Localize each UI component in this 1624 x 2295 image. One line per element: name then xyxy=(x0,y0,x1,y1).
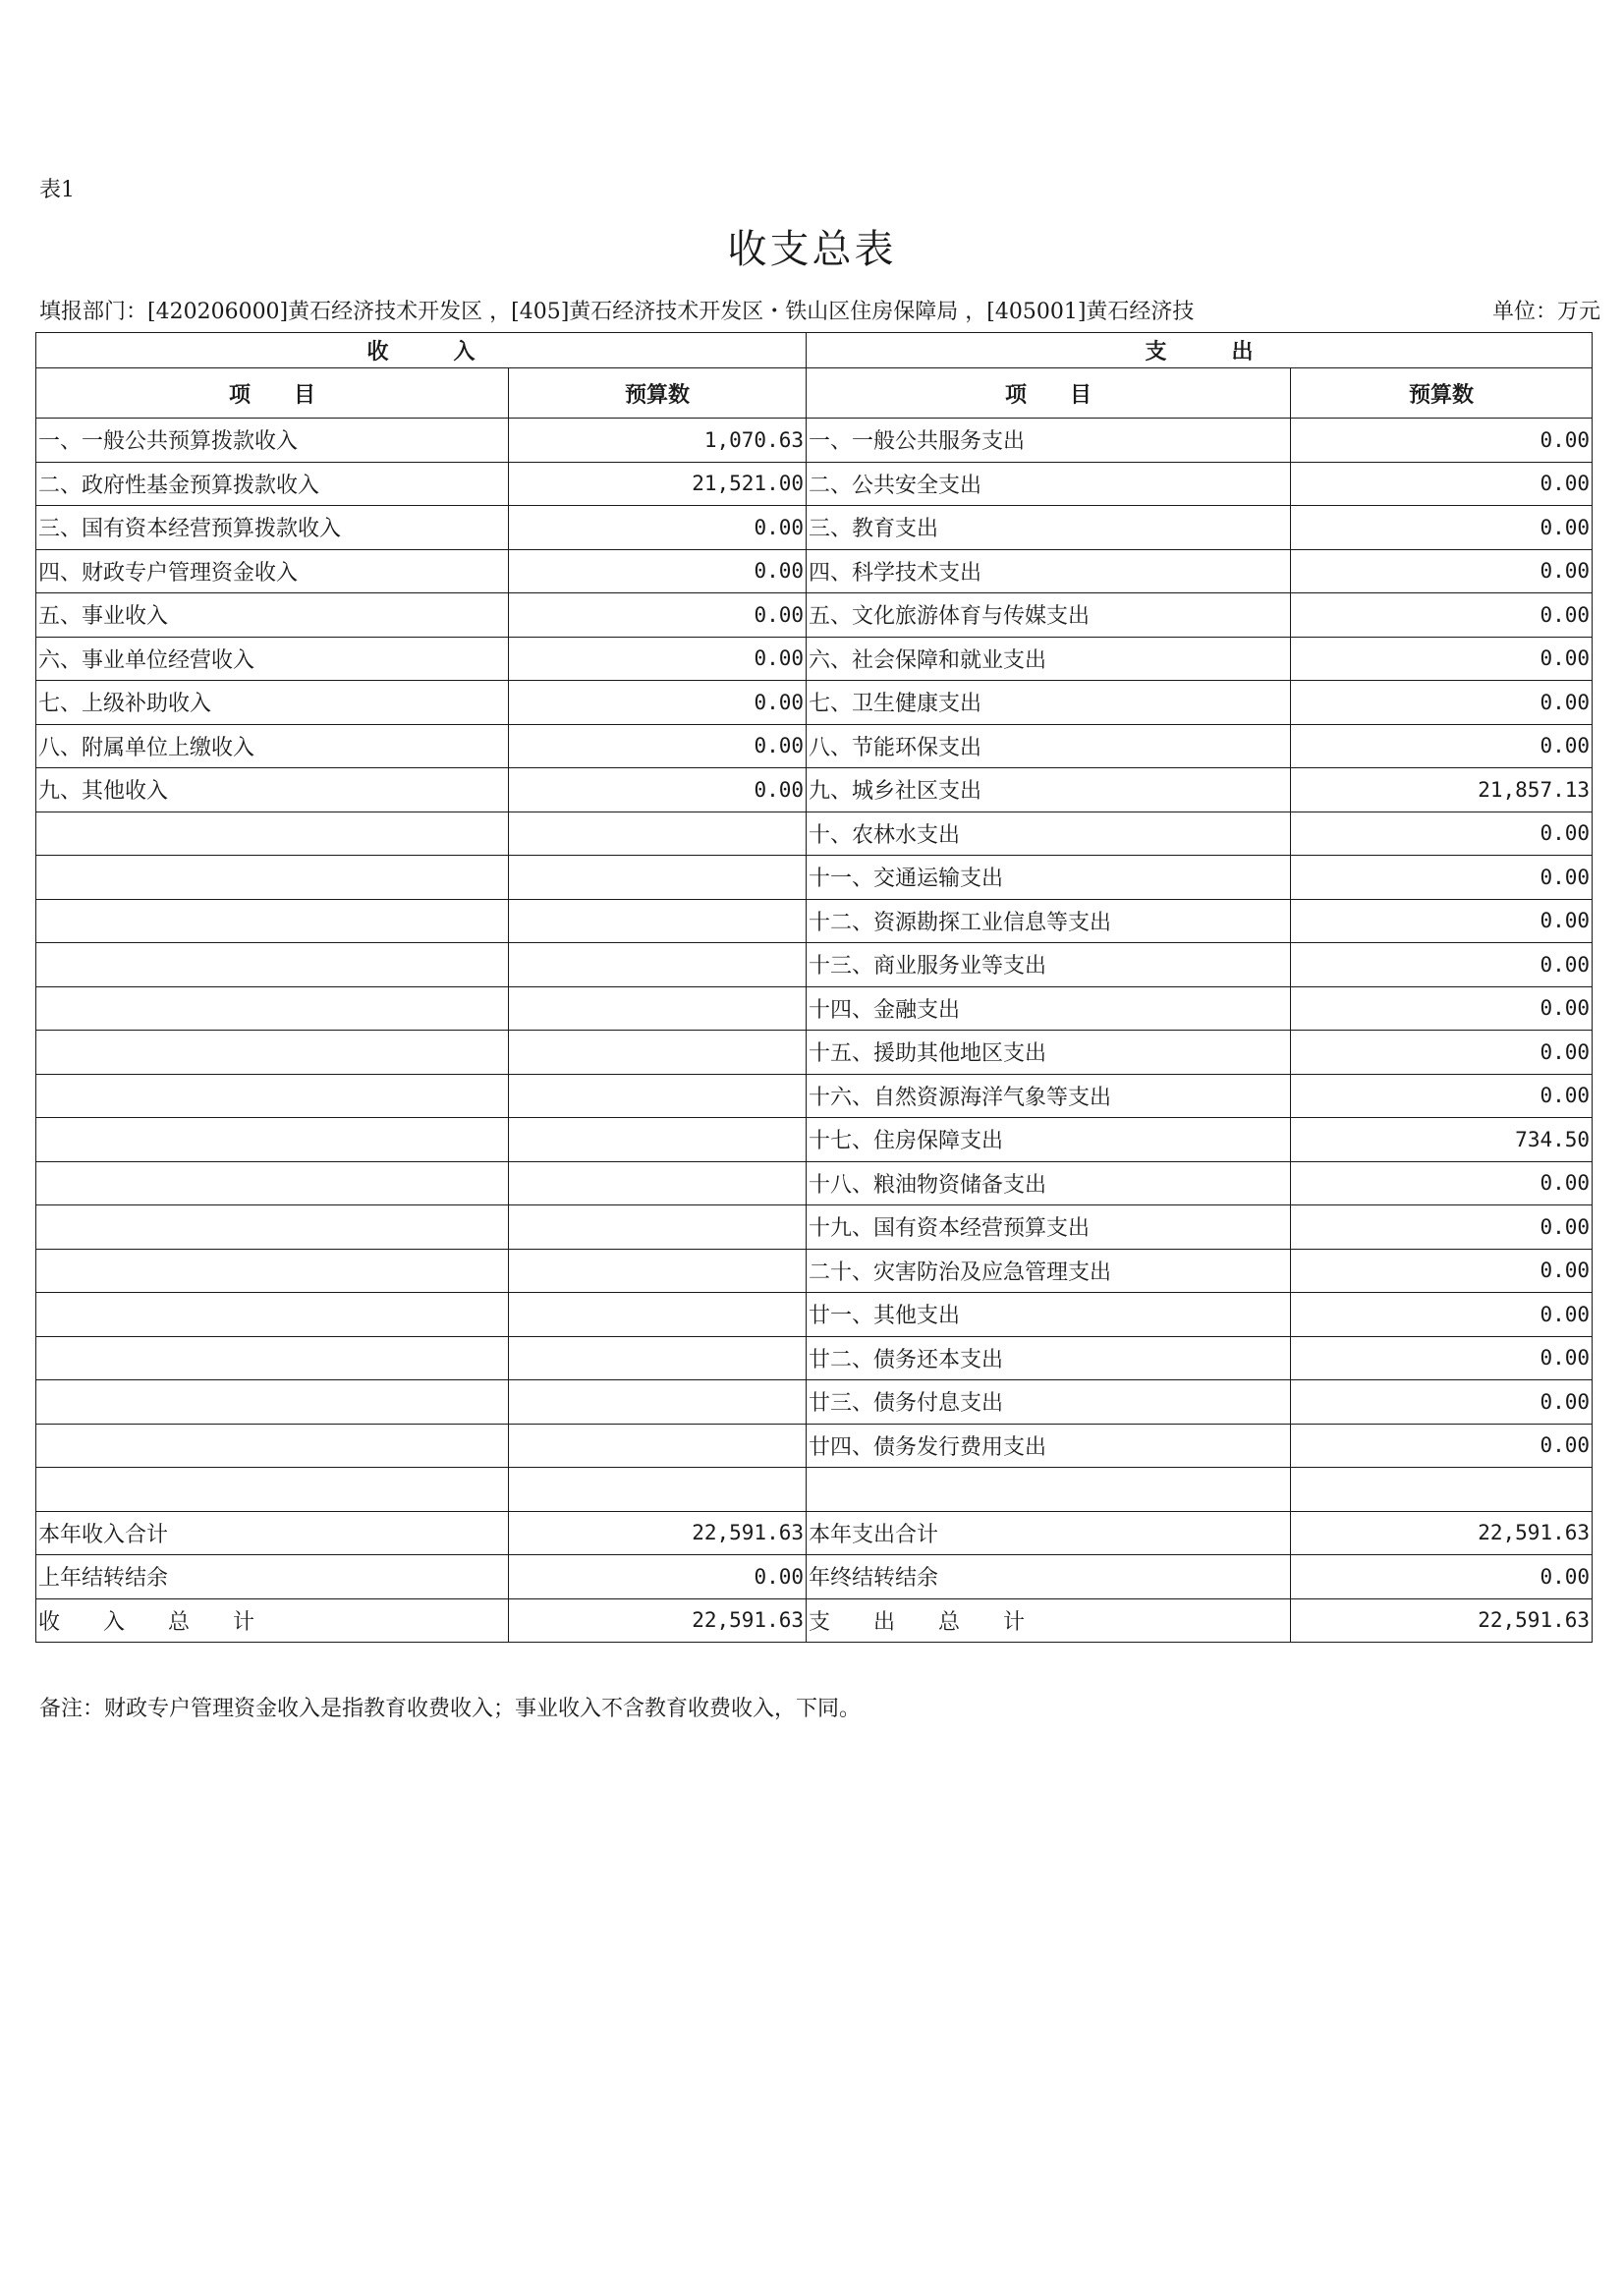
table-row xyxy=(36,1511,1593,1555)
expense-item-cell: 十八、粮油物资储备支出 xyxy=(807,1161,1291,1205)
income-item-cell xyxy=(36,856,509,900)
expense-item-cell: 廿二、债务还本支出 xyxy=(807,1336,1291,1380)
expense-budget-cell: 0.00 xyxy=(1291,943,1593,987)
table-number: 表1 xyxy=(39,178,75,202)
income-item-header: 项 目 xyxy=(36,368,509,419)
income-item-cell xyxy=(36,1424,509,1468)
table-row xyxy=(36,1249,1593,1293)
table-row xyxy=(36,681,1593,725)
expense-item-cell: 十九、国有资本经营预算支出 xyxy=(807,1205,1291,1250)
income-budget-cell xyxy=(509,943,807,987)
income-budget-cell xyxy=(509,1424,807,1468)
expense-budget-cell: 0.00 xyxy=(1291,593,1593,638)
expense-budget-cell: 0.00 xyxy=(1291,506,1593,550)
expense-item-cell: 支 出 总 计 xyxy=(807,1598,1291,1643)
table-row xyxy=(36,899,1593,943)
income-item-cell: 九、其他收入 xyxy=(36,768,509,812)
income-budget-cell xyxy=(509,1161,807,1205)
income-budget-cell: 0.00 xyxy=(509,681,807,725)
expense-budget-cell: 0.00 xyxy=(1291,856,1593,900)
expense-item-cell: 十、农林水支出 xyxy=(807,812,1291,856)
income-budget-cell: 0.00 xyxy=(509,549,807,593)
table-row xyxy=(36,1161,1593,1205)
table-row xyxy=(36,943,1593,987)
income-item-cell xyxy=(36,1380,509,1425)
expense-item-cell: 十五、援助其他地区支出 xyxy=(807,1031,1291,1075)
income-item-cell xyxy=(36,1118,509,1162)
expense-item-cell: 十三、商业服务业等支出 xyxy=(807,943,1291,987)
unit-label: 单位：万元 xyxy=(1491,300,1600,324)
expense-budget-cell: 0.00 xyxy=(1291,986,1593,1031)
expense-item-cell: 十六、自然资源海洋气象等支出 xyxy=(807,1074,1291,1118)
income-item-cell xyxy=(36,986,509,1031)
income-budget-cell xyxy=(509,1205,807,1250)
table-row xyxy=(36,637,1593,681)
income-budget-cell xyxy=(509,812,807,856)
expense-item-cell: 廿四、债务发行费用支出 xyxy=(807,1424,1291,1468)
table-row xyxy=(36,419,1593,463)
income-item-cell: 五、事业收入 xyxy=(36,593,509,638)
table-row xyxy=(36,724,1593,768)
income-budget-cell xyxy=(509,1118,807,1162)
table-row xyxy=(36,856,1593,900)
expense-item-cell: 二十、灾害防治及应急管理支出 xyxy=(807,1249,1291,1293)
table-row xyxy=(36,1074,1593,1118)
income-item-cell xyxy=(36,1161,509,1205)
expense-budget-cell: 0.00 xyxy=(1291,1424,1593,1468)
income-item-cell: 二、政府性基金预算拨款收入 xyxy=(36,462,509,506)
expense-item-cell: 年终结转结余 xyxy=(807,1555,1291,1599)
income-item-cell xyxy=(36,943,509,987)
income-budget-cell xyxy=(509,1031,807,1075)
expense-budget-cell: 0.00 xyxy=(1291,1074,1593,1118)
income-budget-cell: 0.00 xyxy=(509,593,807,638)
expense-item-cell: 三、教育支出 xyxy=(807,506,1291,550)
expense-item-cell: 一、一般公共服务支出 xyxy=(807,419,1291,463)
income-budget-cell: 1,070.63 xyxy=(509,419,807,463)
table-row xyxy=(36,1118,1593,1162)
table-row xyxy=(36,593,1593,638)
income-budget-cell xyxy=(509,1074,807,1118)
page-title: 收支总表 xyxy=(727,227,897,272)
expense-budget-cell: 0.00 xyxy=(1291,1205,1593,1250)
income-section-header: 收 入 xyxy=(36,333,807,368)
table-row xyxy=(36,986,1593,1031)
expense-budget-cell: 0.00 xyxy=(1291,1249,1593,1293)
expense-item-cell: 八、节能环保支出 xyxy=(807,724,1291,768)
income-item-cell: 一、一般公共预算拨款收入 xyxy=(36,419,509,463)
expense-budget-cell: 21,857.13 xyxy=(1291,768,1593,812)
income-budget-header: 预算数 xyxy=(509,368,807,419)
table-row xyxy=(36,1031,1593,1075)
table-row xyxy=(36,1468,1593,1512)
expense-budget-cell: 0.00 xyxy=(1291,1031,1593,1075)
income-budget-cell: 22,591.63 xyxy=(509,1511,807,1555)
income-item-cell: 三、国有资本经营预算拨款收入 xyxy=(36,506,509,550)
income-item-cell: 六、事业单位经营收入 xyxy=(36,637,509,681)
income-item-cell: 七、上级补助收入 xyxy=(36,681,509,725)
expense-budget-cell: 734.50 xyxy=(1291,1118,1593,1162)
income-budget-cell: 0.00 xyxy=(509,768,807,812)
expense-item-header: 项 目 xyxy=(807,368,1291,419)
expense-item-cell: 六、社会保障和就业支出 xyxy=(807,637,1291,681)
expense-item-cell: 廿三、债务付息支出 xyxy=(807,1380,1291,1425)
table-row xyxy=(36,462,1593,506)
expense-budget-cell: 0.00 xyxy=(1291,549,1593,593)
expense-budget-cell: 0.00 xyxy=(1291,1555,1593,1599)
expense-budget-cell: 0.00 xyxy=(1291,681,1593,725)
income-item-cell xyxy=(36,1205,509,1250)
income-item-cell xyxy=(36,1031,509,1075)
income-item-cell: 上年结转结余 xyxy=(36,1555,509,1599)
income-item-cell xyxy=(36,899,509,943)
income-item-cell xyxy=(36,1336,509,1380)
income-budget-cell: 21,521.00 xyxy=(509,462,807,506)
income-budget-cell xyxy=(509,1468,807,1512)
expense-item-cell: 二、公共安全支出 xyxy=(807,462,1291,506)
income-budget-cell xyxy=(509,986,807,1031)
expense-budget-cell: 0.00 xyxy=(1291,812,1593,856)
table-row xyxy=(36,1205,1593,1250)
income-item-cell: 收 入 总 计 xyxy=(36,1598,509,1643)
expense-item-cell: 十二、资源勘探工业信息等支出 xyxy=(807,899,1291,943)
expense-item-cell: 本年支出合计 xyxy=(807,1511,1291,1555)
expense-budget-cell: 0.00 xyxy=(1291,724,1593,768)
expense-section-header: 支 出 xyxy=(807,333,1593,368)
table-row xyxy=(36,1336,1593,1380)
income-budget-cell: 22,591.63 xyxy=(509,1598,807,1643)
table-row xyxy=(36,549,1593,593)
expense-item-cell xyxy=(807,1468,1291,1512)
expense-budget-cell: 0.00 xyxy=(1291,419,1593,463)
expense-budget-cell: 0.00 xyxy=(1291,462,1593,506)
column-header-row xyxy=(36,368,1593,419)
income-item-cell: 四、财政专户管理资金收入 xyxy=(36,549,509,593)
expense-item-cell: 十一、交通运输支出 xyxy=(807,856,1291,900)
expense-item-cell: 四、科学技术支出 xyxy=(807,549,1291,593)
income-item-cell: 八、附属单位上缴收入 xyxy=(36,724,509,768)
reporting-department: 填报部门：[420206000]黄石经济技术开发区 ，[405]黄石经济技术开发区・铁山区住房保障局 ，[405001]黄石经济技 xyxy=(39,300,1195,324)
expense-item-cell: 廿一、其他支出 xyxy=(807,1293,1291,1337)
income-item-cell xyxy=(36,1074,509,1118)
table-row xyxy=(36,1380,1593,1425)
expense-budget-cell: 0.00 xyxy=(1291,637,1593,681)
table-row xyxy=(36,812,1593,856)
income-budget-cell xyxy=(509,1293,807,1337)
expense-budget-cell: 0.00 xyxy=(1291,899,1593,943)
income-budget-cell xyxy=(509,1249,807,1293)
expense-item-cell: 七、卫生健康支出 xyxy=(807,681,1291,725)
income-budget-cell xyxy=(509,856,807,900)
table-row xyxy=(36,1424,1593,1468)
budget-summary-table xyxy=(35,332,1593,1643)
expense-budget-cell: 0.00 xyxy=(1291,1336,1593,1380)
table-row xyxy=(36,506,1593,550)
expense-budget-header: 预算数 xyxy=(1291,368,1593,419)
expense-budget-cell: 0.00 xyxy=(1291,1380,1593,1425)
income-budget-cell: 0.00 xyxy=(509,637,807,681)
expense-budget-cell xyxy=(1291,1468,1593,1512)
income-budget-cell xyxy=(509,899,807,943)
expense-budget-cell: 0.00 xyxy=(1291,1161,1593,1205)
table-row xyxy=(36,1555,1593,1599)
expense-item-cell: 十四、金融支出 xyxy=(807,986,1291,1031)
income-item-cell xyxy=(36,1249,509,1293)
income-budget-cell xyxy=(509,1336,807,1380)
footnote: 备注：财政专户管理资金收入是指教育收费收入；事业收入不含教育收费收入，下同。 xyxy=(39,1697,862,1721)
income-budget-cell: 0.00 xyxy=(509,506,807,550)
table-row xyxy=(36,768,1593,812)
expense-item-cell: 五、文化旅游体育与传媒支出 xyxy=(807,593,1291,638)
expense-item-cell: 十七、住房保障支出 xyxy=(807,1118,1291,1162)
income-item-cell xyxy=(36,1468,509,1512)
table-row xyxy=(36,1598,1593,1643)
income-item-cell xyxy=(36,1293,509,1337)
income-budget-cell xyxy=(509,1380,807,1425)
income-item-cell: 本年收入合计 xyxy=(36,1511,509,1555)
section-header-row xyxy=(36,333,1593,368)
expense-item-cell: 九、城乡社区支出 xyxy=(807,768,1291,812)
income-budget-cell: 0.00 xyxy=(509,724,807,768)
expense-budget-cell: 22,591.63 xyxy=(1291,1511,1593,1555)
expense-budget-cell: 22,591.63 xyxy=(1291,1598,1593,1643)
income-budget-cell: 0.00 xyxy=(509,1555,807,1599)
income-item-cell xyxy=(36,812,509,856)
expense-budget-cell: 0.00 xyxy=(1291,1293,1593,1337)
table-row xyxy=(36,1293,1593,1337)
